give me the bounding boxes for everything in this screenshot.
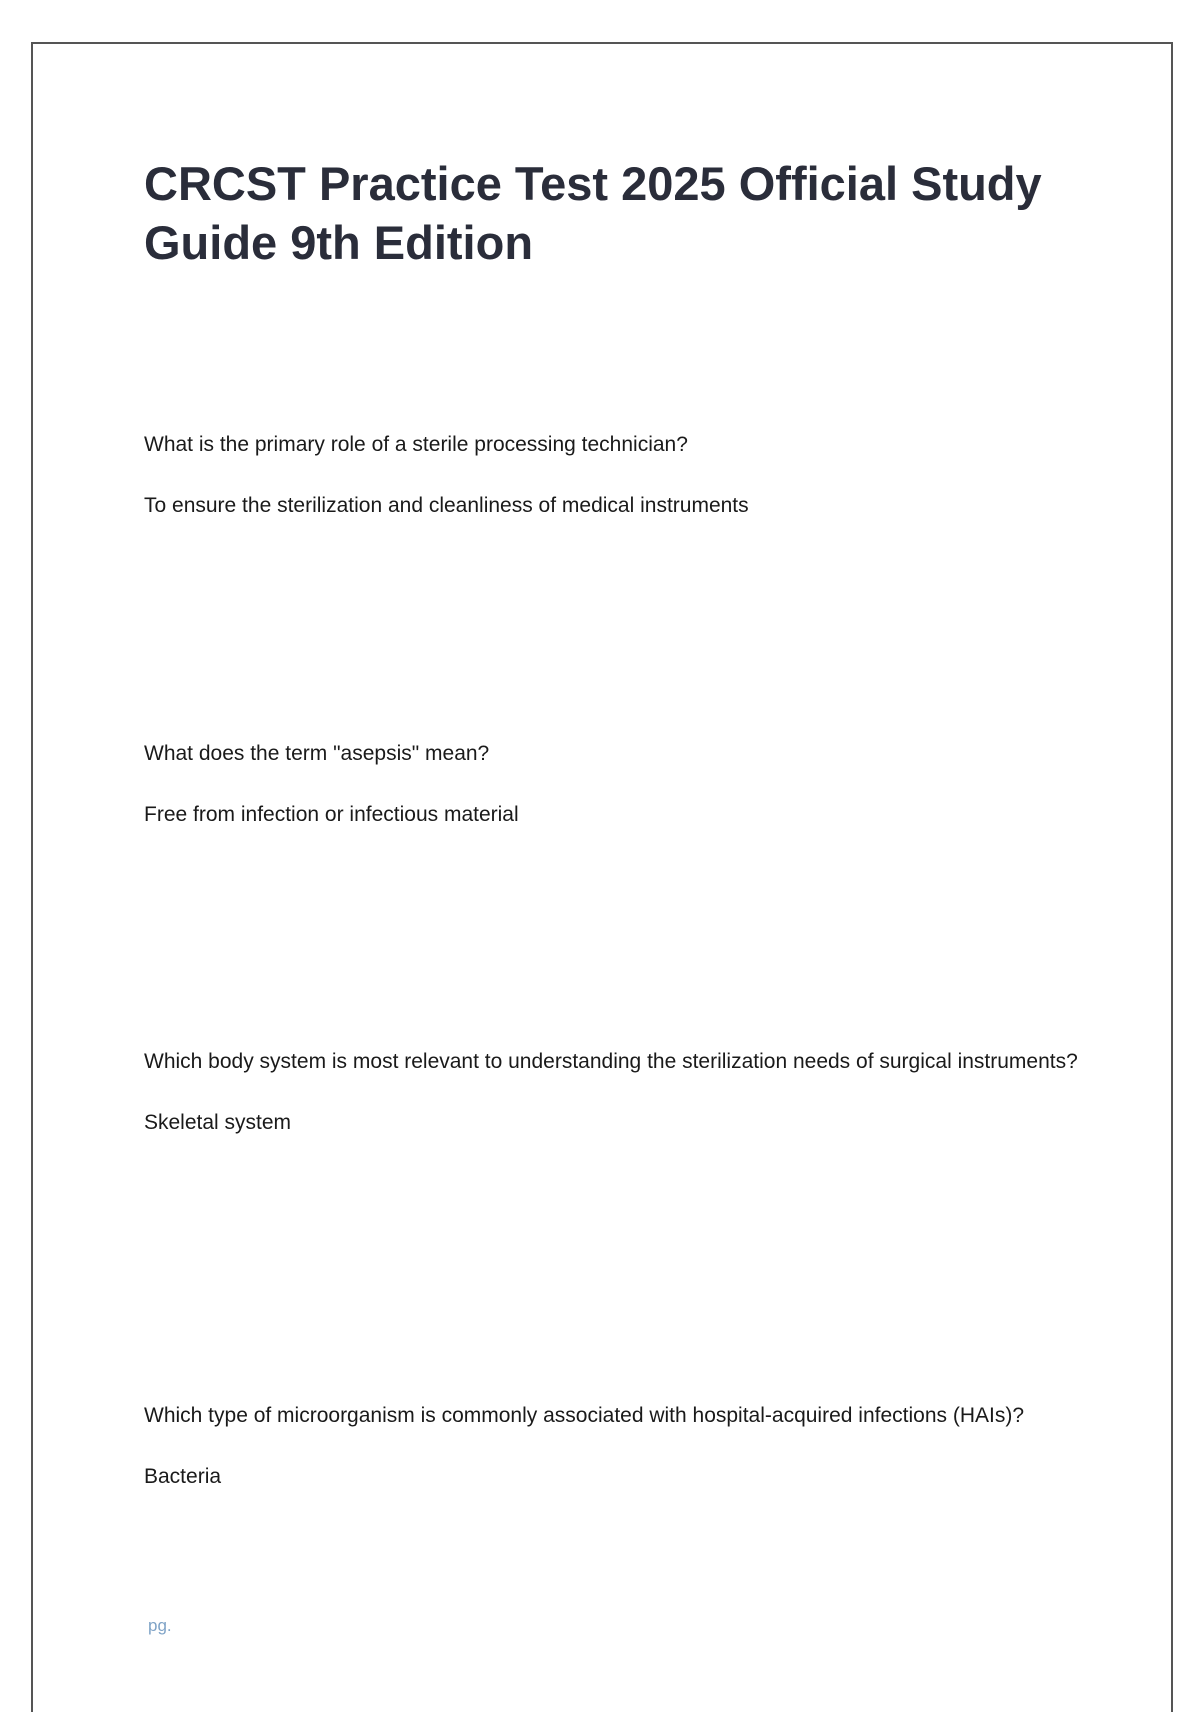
question-text: Which type of microorganism is commonly associated with hospital-acquired infections (HAIs)? [144,1404,1025,1427]
document-page [31,42,1173,1712]
document-title: CRCST Practice Test 2025 Official Study Guide 9th Edition [144,157,1042,269]
qa-item [144,1039,1104,1145]
answer-text: Bacteria [144,1465,222,1488]
qa-item [144,731,1104,837]
page-footer: pg. [148,1616,172,1635]
question-text: What does the term "asepsis" mean? [144,742,490,765]
qa-item [144,1393,1104,1499]
answer-text: Skeletal system [144,1111,292,1134]
question-text: Which body system is most relevant to understanding the sterilization needs of surgical instruments? [144,1050,1078,1073]
answer-text: To ensure the sterilization and cleanliness of medical instruments [144,494,749,517]
qa-item [144,422,1104,528]
question-text: What is the primary role of a sterile processing technician? [144,433,688,456]
answer-text: Free from infection or infectious material [144,803,519,826]
